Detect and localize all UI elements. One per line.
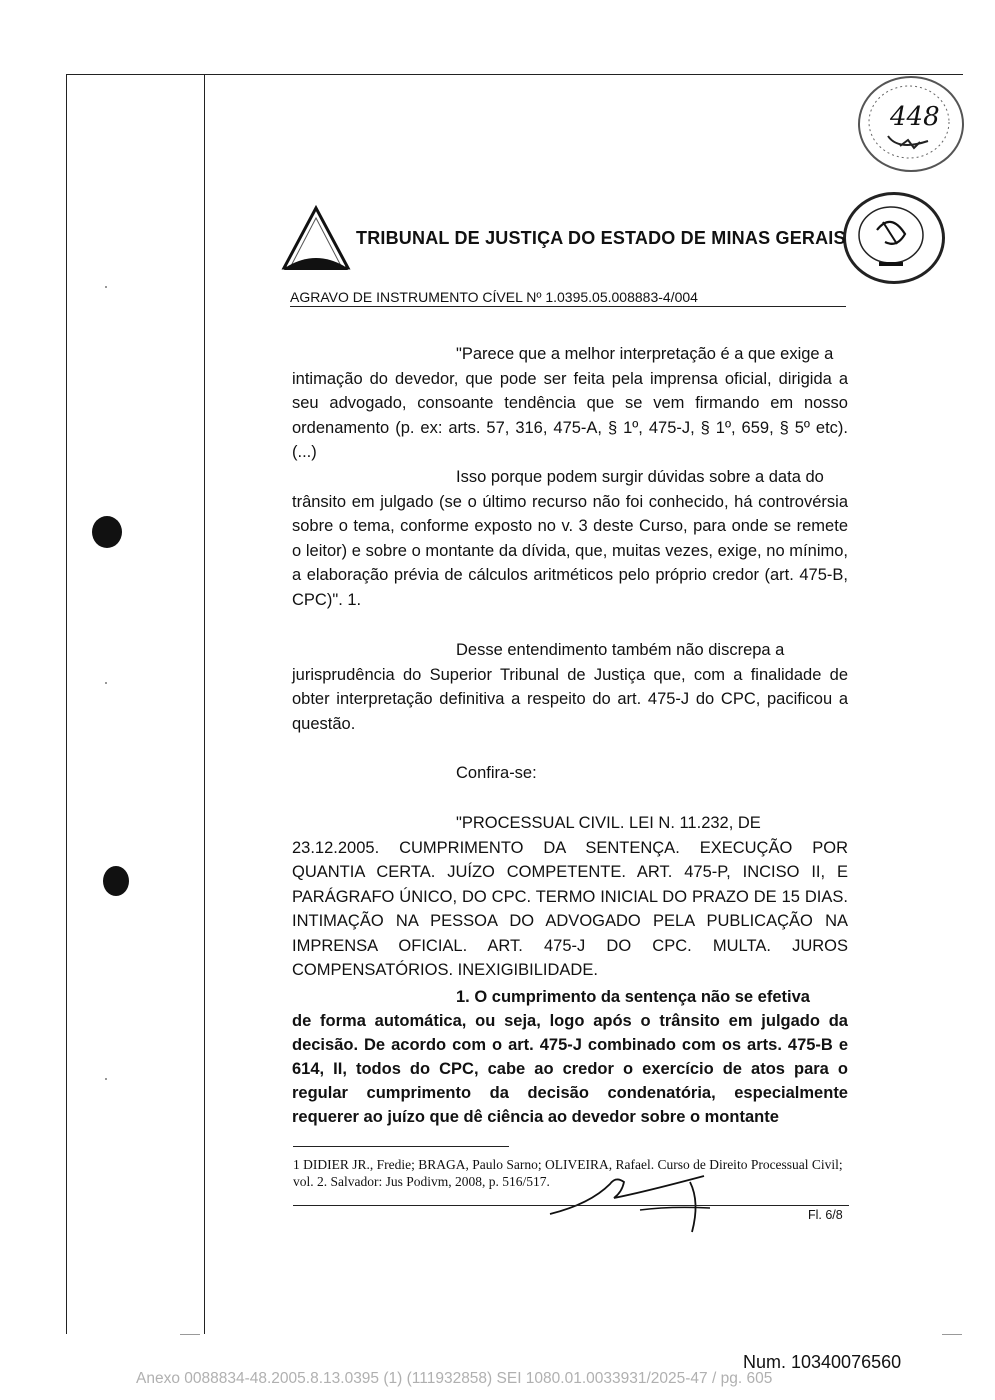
quote-paragraph-2-first-line: Isso porque podem surgir dúvidas sobre a data do: [456, 468, 824, 486]
case-number-line: AGRAVO DE INSTRUMENTO CÍVEL Nº 1.0395.05.008883-4/004: [290, 289, 698, 305]
signature-scribble-icon: [540, 1162, 740, 1234]
quote-paragraph-2-body: trânsito em julgado (se o último recurso não foi conhecido, há controvérsia sobre o tema, conforme exposto no v. 3 deste Curso, para onde se remete o leitor) e sobre o montante da dívida, que, muitas vezes, exige, no mínimo, a elaboração prévia de cálculos aritméticos pelo próprio credor (art. 475-B, CPC)". 1.: [292, 492, 848, 609]
bottom-tick-right: [942, 1334, 962, 1335]
court-seal: [843, 192, 945, 284]
scan-dot: [105, 1078, 107, 1080]
footnote: 1 DIDIER JR., Fredie; BRAGA, Paulo Sarno; OLIVEIRA, Rafael. Curso de Direito Processual Civil; vol. 2. Salvador: Jus Podivm, 2008, p. 516/517.: [293, 1157, 843, 1189]
handwritten-page-number: 448: [890, 102, 940, 132]
header-underline: [290, 306, 846, 307]
bold-paragraph-body: de forma automática, ou seja, logo após o trânsito em julgado da decisão. De acordo com o art. 475-J combinado com os arts. 475-B e 614, II, todos do CPC, cabe ao credor o exercício de atos para o regular cumprimento da decisão condenatória, especialmente requerer ao juízo que dê ciência ao devedor sobre o montante: [292, 1012, 848, 1126]
bottom-tick-left: [180, 1334, 200, 1335]
confira-text: Confira-se:: [456, 764, 537, 782]
paragraph-3-body: jurisprudência do Superior Tribunal de Justiça que, com a finalidade de obter interpretação definitiva a respeito do art. 475-J do CPC, pacificou a questão.: [292, 665, 848, 733]
annex-reference: Anexo 0088834-48.2005.8.13.0395 (1) (111932858) SEI 1080.01.0033931/2025-47 / pg. 605: [136, 1370, 773, 1387]
confira-line: [292, 761, 848, 786]
document-number: Num. 10340076560: [743, 1352, 902, 1372]
quote-paragraph-1-body: intimação do devedor, que pode ser feita pela imprensa oficial, dirigida a seu advogado, consoante tendência que se vem firmando em nosso ordenamento (p. ex: arts. 57, 316, 475-A, § 1º, 475-J, § 1º, 659, § 5º etc). (...): [292, 369, 848, 461]
quote-paragraph-1: [292, 342, 848, 465]
inner-margin-rule: [204, 74, 205, 1334]
paragraph-3: [292, 638, 848, 736]
bold-paragraph: [292, 985, 848, 1129]
left-margin-rule: [66, 74, 67, 1334]
top-border-rule: [66, 74, 963, 75]
scan-dot: [105, 286, 107, 288]
bold-paragraph-first-line: 1. O cumprimento da sentença não se efetiva: [456, 988, 810, 1006]
punch-hole-top: [92, 516, 122, 548]
footer-rule: [293, 1205, 849, 1206]
court-title: TRIBUNAL DE JUSTIÇA DO ESTADO DE MINAS GERAIS: [356, 228, 846, 248]
seal-emblem-icon: [843, 192, 939, 278]
ementa-first-line: "PROCESSUAL CIVIL. LEI N. 11.232, DE: [456, 814, 761, 832]
ementa-body: 23.12.2005. CUMPRIMENTO DA SENTENÇA. EXECUÇÃO POR QUANTIA CERTA. JUÍZO COMPETENTE. ART. 475-P, INCISO II, E PARÁGRAFO ÚNICO, DO CPC. TERMO INICIAL DO PRAZO DE 15 DIAS. INTIMAÇÃO NA PESSOA DO ADVOGADO PELA PUBLICAÇÃO NA IMPRENSA OFICIAL. ART. 475-J DO CPC. MULTA. JUROS COMPENSATÓRIOS. INEXIGIBILIDADE.: [292, 838, 848, 979]
paragraph-3-first-line: Desse entendimento também não discrepa a: [456, 641, 785, 659]
court-logo-icon: [280, 204, 352, 272]
quote-paragraph-2: [292, 465, 848, 612]
page-number-stamp: [858, 76, 964, 172]
scan-dot: [105, 682, 107, 684]
ementa-paragraph: [292, 811, 848, 983]
quote-paragraph-1-first-line: "Parece que a melhor interpretação é a que exige a: [456, 345, 834, 363]
footnote-separator: [293, 1146, 509, 1147]
punch-hole-bottom: [103, 866, 129, 896]
folio-number: Fl. 6/8: [808, 1208, 843, 1222]
